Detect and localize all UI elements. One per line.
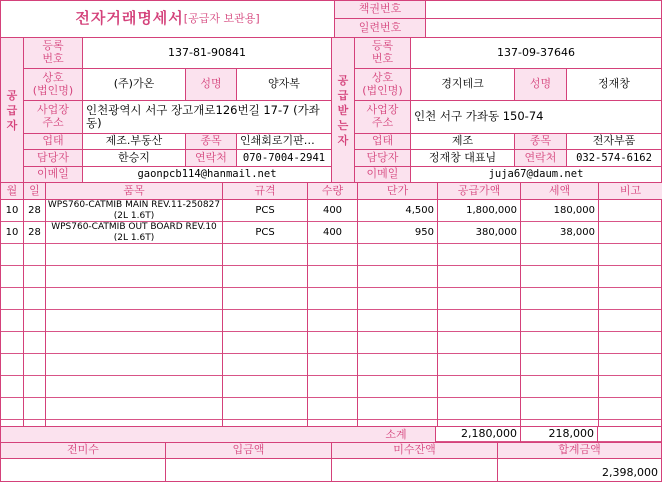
table-cell-qty: 400 (322, 205, 343, 217)
table-cell-supply-amount: 380,000 (475, 227, 517, 239)
table-cell-unit-price (358, 376, 437, 398)
deposit-value (166, 459, 331, 482)
supplier-name: 양자복 (268, 77, 300, 91)
receiver-name-label: 성명 (515, 69, 566, 100)
table-cell-supply-amount (438, 288, 520, 310)
total-value: 2,398,000 (602, 466, 658, 480)
receiver-item-label: 종목 (515, 134, 566, 149)
table-cell-spec (223, 310, 307, 332)
table-row (0, 266, 662, 288)
outstanding-value (332, 459, 497, 482)
table-cell-month (1, 288, 23, 310)
outstanding-label: 미수잔액 (332, 443, 497, 458)
receiver-item: 전자부품 (592, 134, 636, 148)
deposit-label: 입금액 (166, 443, 331, 458)
supplier-phone: 070-7004-2941 (242, 151, 326, 164)
table-cell-day (24, 354, 45, 376)
table-cell-unit-price (358, 310, 437, 332)
table-cell-qty (308, 266, 357, 288)
table-cell-tax: 180,000 (553, 205, 595, 217)
table-cell-note (599, 288, 662, 310)
table-header-supply-amount: 공급가액 (438, 183, 520, 199)
table-header-day: 일 (24, 183, 45, 199)
receiver-reg-no: 137-09-37646 (497, 45, 575, 59)
table-cell-spec (223, 288, 307, 310)
table-cell-item (46, 266, 222, 288)
supplier-reg-no: 137-81-90841 (168, 45, 246, 59)
table-cell-spec (223, 354, 307, 376)
supplier-business-type: 제조.부동산 (105, 134, 163, 148)
receiver-phone: 032-574-6162 (576, 151, 652, 164)
receiver-name: 정재창 (598, 77, 630, 91)
table-cell-tax (521, 288, 598, 310)
receiver-phone-label: 연락처 (515, 150, 566, 166)
table-cell-note (599, 354, 662, 376)
table-cell-unit-price: 950 (414, 227, 434, 239)
table-cell-day: 28 (28, 227, 41, 239)
table-cell-tax (521, 244, 598, 266)
table-row (0, 332, 662, 354)
table-header-tax: 세액 (521, 183, 598, 199)
receiver-business-type: 제조 (451, 134, 474, 148)
table-cell-item (46, 332, 222, 354)
table-header-spec: 규격 (223, 183, 307, 199)
supplier-phone-label: 연락처 (186, 150, 236, 166)
table-cell-note (599, 420, 662, 442)
table-cell-unit-price: 4,500 (405, 205, 434, 217)
table-cell-month (1, 332, 23, 354)
table-cell-month (1, 244, 23, 266)
table-cell-tax: 38,000 (560, 227, 595, 239)
table-cell-note (599, 200, 662, 222)
table-cell-tax (521, 354, 598, 376)
table-cell-spec (223, 376, 307, 398)
table-cell-unit-price (358, 266, 437, 288)
table-cell-item (46, 354, 222, 376)
table-cell-note (599, 266, 662, 288)
table-cell-supply-amount (438, 310, 520, 332)
table-cell-tax (521, 310, 598, 332)
table-cell-item: WPS760-CATMIB MAIN REV.11-250827(2L 1.6T) (47, 200, 221, 221)
table-cell-item (46, 310, 222, 332)
table-cell-supply-amount (438, 244, 520, 266)
table-cell-spec (223, 398, 307, 420)
receiver-reg-no-label: 등록 번호 (355, 38, 410, 68)
table-cell-item: WPS760-CATMIB OUT BOARD REV.10 (2L 1.6T) (51, 222, 217, 243)
table-cell-supply-amount (438, 376, 520, 398)
supplier-reg-no-label: 등록 번호 (24, 38, 82, 68)
supplier-item: 인쇄회로기판… (240, 134, 315, 148)
table-cell-month: 10 (5, 227, 19, 239)
table-cell-spec (223, 266, 307, 288)
table-cell-item (46, 398, 222, 420)
table-header-qty: 수량 (308, 183, 357, 199)
table-cell-item (46, 288, 222, 310)
receiver-contact: 정재창 대표님 (428, 150, 497, 164)
table-cell-month: 10 (5, 205, 19, 217)
receiver-email: juja67@daum.net (488, 168, 584, 181)
table-cell-note (599, 222, 662, 244)
table-cell-day (24, 288, 45, 310)
table-cell-supply-amount (438, 266, 520, 288)
table-cell-note (599, 398, 662, 420)
supplier-address: 인천광역시 서구 장고개로126번길 17-7 (가좌동) (86, 102, 320, 130)
supplier-email: gaonpcb114@hanmail.net (137, 168, 277, 181)
table-cell-day (24, 376, 45, 398)
subtotal-supply-amount: 2,180,000 (461, 427, 517, 441)
table-row (0, 398, 662, 420)
table-header-note: 비고 (599, 183, 662, 199)
supplier-email-label: 이메일 (24, 167, 82, 182)
table-cell-month (1, 310, 23, 332)
table-cell-day (24, 244, 45, 266)
table-cell-tax (521, 376, 598, 398)
table-cell-month (1, 398, 23, 420)
supplier-section-label: 공 급 자 (1, 38, 23, 182)
receiver-email-label: 이메일 (355, 167, 410, 182)
table-cell-qty (308, 244, 357, 266)
table-header-month: 월 (1, 183, 23, 199)
receiver-contact-label: 담당자 (355, 150, 410, 166)
table-cell-qty (308, 310, 357, 332)
table-cell-note (599, 376, 662, 398)
table-cell-spec: PCS (255, 227, 275, 239)
table-cell-qty (308, 354, 357, 376)
table-cell-unit-price (358, 354, 437, 376)
table-cell-unit-price (358, 332, 437, 354)
table-cell-note (599, 310, 662, 332)
receiver-address-label: 사업장 주소 (355, 101, 410, 133)
table-cell-item (46, 244, 222, 266)
table-cell-supply-amount (438, 354, 520, 376)
unpaid-label: 전미수 (1, 443, 165, 458)
table-row (0, 288, 662, 310)
unpaid-value (1, 459, 165, 482)
table-cell-day (24, 266, 45, 288)
book-no-label: 책권번호 (335, 1, 425, 18)
table-cell-spec (223, 244, 307, 266)
table-cell-qty (308, 332, 357, 354)
table-cell-day (24, 332, 45, 354)
table-cell-qty (308, 398, 357, 420)
subtotal-tax: 218,000 (548, 427, 594, 441)
supplier-business-type-label: 업태 (24, 134, 82, 149)
table-cell-month (1, 376, 23, 398)
subtotal-label: 소계 (385, 428, 407, 441)
serial-no-value (426, 19, 661, 37)
table-row (0, 354, 662, 376)
table-cell-supply-amount (438, 332, 520, 354)
table-cell-month (1, 266, 23, 288)
table-row (0, 200, 662, 222)
table-cell-note (599, 244, 662, 266)
table-cell-tax (521, 266, 598, 288)
table-cell-month (1, 354, 23, 376)
supplier-company-label: 상호 (법인명) (24, 69, 82, 100)
table-cell-day (24, 398, 45, 420)
table-cell-spec (223, 332, 307, 354)
table-header-unit-price: 단가 (358, 183, 437, 199)
table-header-item: 품목 (46, 183, 222, 199)
table-cell-supply-amount (438, 398, 520, 420)
subtotal-label-row (1, 427, 435, 442)
table-row (0, 310, 662, 332)
table-cell-qty (308, 288, 357, 310)
table-cell-unit-price (358, 398, 437, 420)
table-cell-tax (521, 398, 598, 420)
table-cell-qty: 400 (322, 227, 343, 239)
supplier-contact: 한승지 (118, 150, 150, 164)
receiver-business-type-label: 업태 (355, 134, 410, 149)
supplier-company: (주)가온 (113, 77, 155, 91)
serial-no-label: 일련번호 (335, 19, 425, 37)
total-label: 합계금액 (498, 443, 661, 458)
table-cell-day: 28 (28, 205, 41, 217)
receiver-section-label: 공 급 받 는 자 (332, 38, 354, 182)
document-title: 전자거래명세서 [공급자 보관용] (75, 9, 260, 28)
table-cell-day (24, 310, 45, 332)
table-cell-tax (521, 332, 598, 354)
table-cell-unit-price (358, 288, 437, 310)
table-row (0, 244, 662, 266)
supplier-address-label: 사업장 주소 (24, 101, 82, 133)
supplier-name-label: 성명 (186, 69, 236, 100)
table-cell-note (599, 332, 662, 354)
supplier-item-label: 종목 (186, 134, 236, 149)
receiver-address: 인천 서구 가좌동 150-74 (414, 109, 544, 124)
receiver-company-label: 상호 (법인명) (355, 69, 410, 100)
table-cell-item (46, 376, 222, 398)
table-cell-unit-price (358, 244, 437, 266)
table-row (0, 376, 662, 398)
table-cell-supply-amount: 1,800,000 (466, 205, 517, 217)
table-cell-qty (308, 376, 357, 398)
supplier-contact-label: 담당자 (24, 150, 82, 166)
table-row (0, 222, 662, 244)
table-cell-spec: PCS (255, 205, 275, 217)
book-no-value (426, 1, 661, 18)
receiver-company: 경지테크 (441, 77, 484, 91)
